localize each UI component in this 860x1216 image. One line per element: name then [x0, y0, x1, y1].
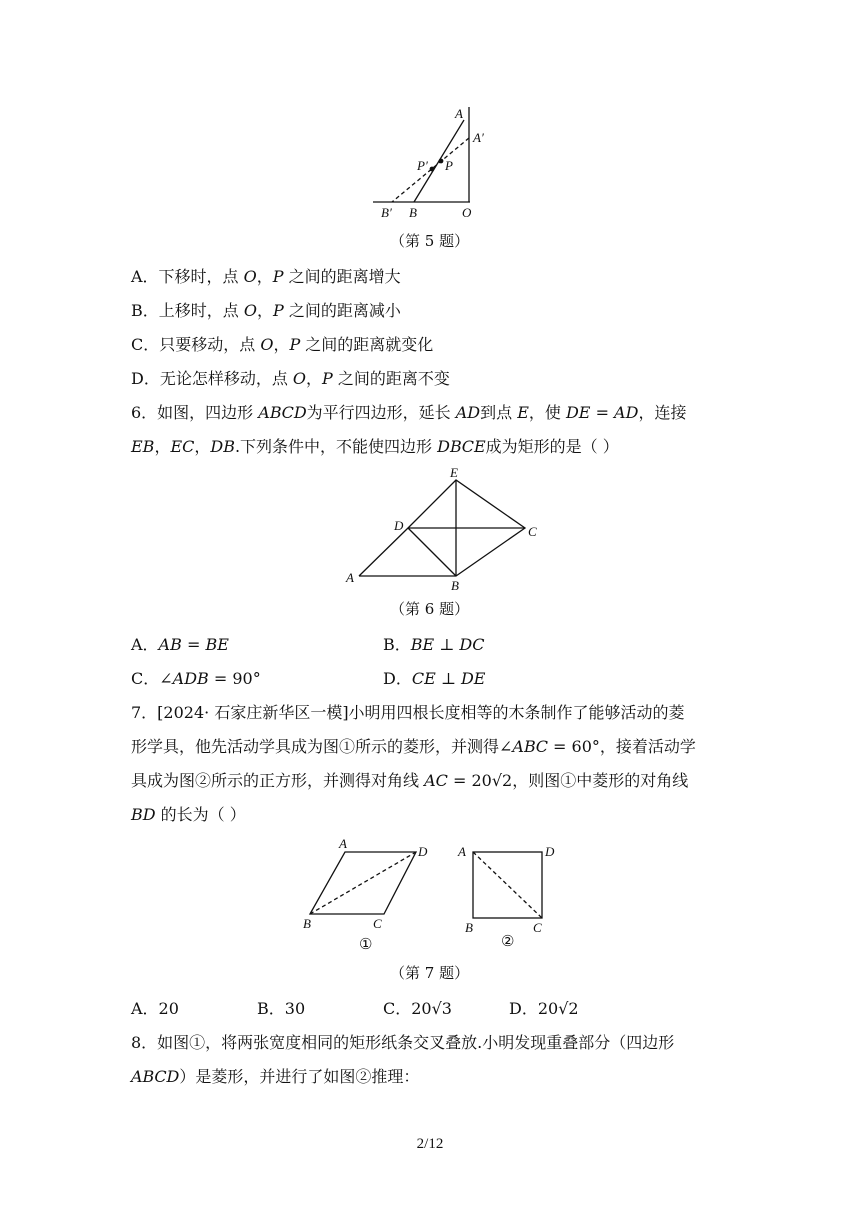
q6-option-c: C．∠𝐴𝐷𝐵 = 90°	[131, 669, 261, 688]
fig7-2-label-b: B	[465, 920, 473, 935]
fig7-1-number: ①	[359, 937, 373, 953]
fig7-1-label-a: A	[339, 836, 347, 851]
fig6-caption: （第 6 题）	[390, 600, 470, 618]
page-number: 2/12	[416, 1136, 444, 1152]
fig7-2-label-a: A	[458, 844, 466, 859]
q5-option-a: A．下移时，点 𝑂，𝑃 之间的距离增大	[131, 267, 401, 286]
fig6-label-a: A	[346, 570, 354, 585]
fig5-label-p: P	[445, 158, 453, 173]
q7-stem-line2: 形学具，他先活动学具成为图①所示的菱形，并测得∠𝐴𝐵𝐶 = 60°，接着活动学	[131, 737, 696, 756]
q5-option-d: D．无论怎样移动，点 𝑂，𝑃 之间的距离不变	[131, 369, 450, 388]
fig5-label-a-prime: A′	[473, 130, 484, 145]
q7-option-c: C．20√3	[383, 999, 452, 1018]
q7-option-b: B．30	[257, 999, 306, 1018]
q6-stem-line1: 6．如图，四边形 𝐴𝐵𝐶𝐷为平行四边形，延长 𝐴𝐷到点 𝐸，使 𝐷𝐸 = 𝐴𝐷，连接	[131, 403, 687, 422]
q6-option-b: B．𝐵𝐸 ⊥ 𝐷𝐶	[383, 635, 485, 654]
q7-stem-line3: 具成为图②所示的正方形，并测得对角线 𝐴𝐶 = 20√2，则图①中菱形的对角线	[131, 771, 689, 790]
q7-option-a: A．20	[131, 999, 179, 1018]
q5-option-c: C．只要移动，点 𝑂，𝑃 之间的距离就变化	[131, 335, 434, 354]
fig5-label-a: A	[455, 106, 463, 121]
q7-option-d: D．20√2	[509, 999, 579, 1018]
q7-stem-line1: 7．[2024· 石家庄新华区一模]小明用四根长度相等的木条制作了能够活动的菱	[131, 703, 685, 722]
fig6-label-d: D	[394, 518, 404, 533]
fig7-1-label-d: D	[418, 844, 428, 859]
fig5-caption: （第 5 题）	[390, 232, 470, 250]
q8-stem-line2: 𝐴𝐵𝐶𝐷）是菱形，并进行了如图②推理：	[131, 1067, 420, 1086]
fig7-2-label-c: C	[533, 920, 542, 935]
fig6-label-e: E	[450, 465, 458, 480]
q6-option-a: A．𝐴𝐵 = 𝐵𝐸	[131, 635, 229, 654]
fig5-label-p-prime: P′	[417, 158, 428, 173]
q6-option-d: D．𝐶𝐸 ⊥ 𝐷𝐸	[383, 669, 486, 688]
fig6-label-b: B	[451, 578, 459, 593]
q7-stem-line4: 𝐵𝐷 的长为（ ）	[131, 805, 246, 824]
fig7-caption: （第 7 题）	[390, 964, 470, 982]
fig7-2-number: ②	[501, 934, 515, 950]
fig7-1-label-c: C	[373, 916, 382, 931]
q5-option-b: B．上移时，点 𝑂，𝑃 之间的距离减小	[131, 301, 401, 320]
q6-stem-line2: 𝐸𝐵，𝐸𝐶，𝐷𝐵.下列条件中，不能使四边形 𝐷𝐵𝐶𝐸成为矩形的是（ ）	[131, 437, 619, 456]
fig7-2-label-d: D	[545, 844, 555, 859]
fig6-label-c: C	[528, 524, 537, 539]
fig7-1-label-b: B	[303, 916, 311, 931]
fig5-label-b-prime: B′	[381, 205, 392, 220]
fig5-label-o: O	[462, 205, 472, 220]
fig5-label-b: B	[409, 205, 417, 220]
q8-stem-line1: 8．如图①，将两张宽度相同的矩形纸条交叉叠放.小明发现重叠部分（四边形	[131, 1033, 675, 1052]
